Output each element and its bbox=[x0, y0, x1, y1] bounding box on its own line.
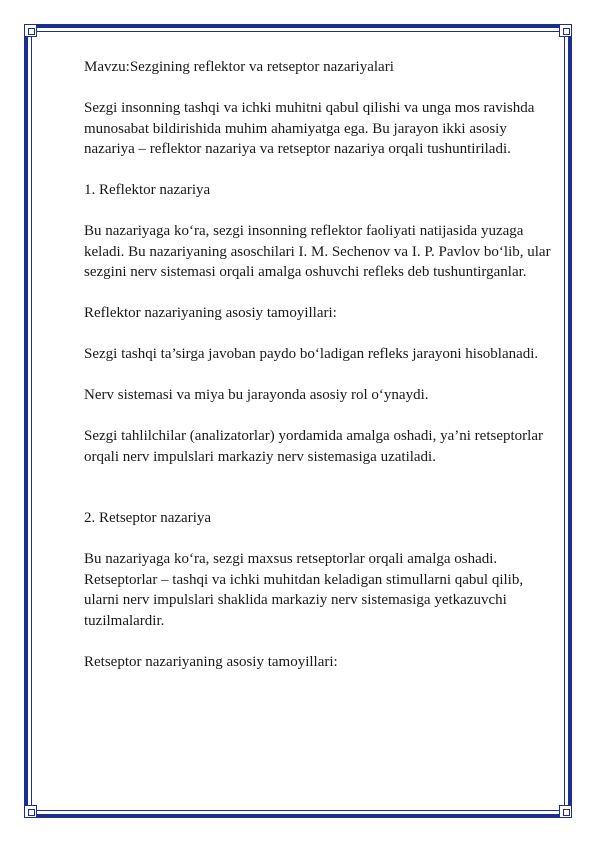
corner-ornament-top-right bbox=[559, 24, 572, 37]
intro-paragraph: Sezgi insonning tashqi va ichki muhitni qabul qilishi va unga mos ravishda munosabat bildirishida muhim ahamiyatga ega. Bu jarayon ikki asosiy nazariya – reflektor nazariya va retseptor nazariya orqali tushuntiriladi. bbox=[84, 100, 535, 157]
corner-ornament-bottom-right bbox=[559, 805, 572, 818]
section-heading-retseptor: 2. Retseptor nazariya bbox=[84, 510, 212, 526]
document-body bbox=[84, 57, 554, 693]
reflektor-principles-heading: Reflektor nazariyaning asosiy tamoyillari: bbox=[84, 305, 337, 321]
corner-ornament-bottom-left bbox=[24, 805, 37, 818]
reflektor-principle-2: Nerv sistemasi va miya bu jarayonda asosiy rol o‘ynaydi. bbox=[84, 387, 429, 403]
retseptor-principles-heading: Retseptor nazariyaning asosiy tamoyillari: bbox=[84, 653, 338, 670]
reflektor-principle-1: Sezgi tashqi ta’sirga javoban paydo bo‘ladigan refleks jarayoni hisoblanadi. bbox=[84, 346, 539, 362]
section-heading-reflektor: 1. Reflektor nazariya bbox=[84, 182, 211, 198]
corner-ornament-top-left bbox=[24, 24, 37, 37]
retseptor-paragraph: Bu nazariyaga ko‘ra, sezgi maxsus retseptorlar orqali amalga oshadi. Retseptorlar – tashqi va ichki muhitdan keladigan stimullarni qabul qilib, ularni nerv impulslari shaklida markaziy nerv sistemasiga yetkazuvchi tuzilmalardir. bbox=[84, 551, 524, 629]
reflektor-paragraph: Bu nazariyaga ko‘ra, sezgi insonning reflektor faoliyati natijasida yuzaga keladi. Bu nazariyaning asoschilari I. M. Sechenov va I. P. Pavlov bo‘lib, ular sezgini nerv sistemasi orqali amalga oshuvchi refleks deb tushuntirganlar. bbox=[84, 223, 551, 280]
document-title: Mavzu:Sezgining reflektor va retseptor nazariyalari bbox=[84, 59, 394, 75]
reflektor-principle-3: Sezgi tahlilchilar (analizatorlar) yordamida amalga oshadi, ya’ni retseptorlar orqali nerv impulslari markaziy nerv sistemasiga uzatiladi. bbox=[84, 428, 543, 465]
